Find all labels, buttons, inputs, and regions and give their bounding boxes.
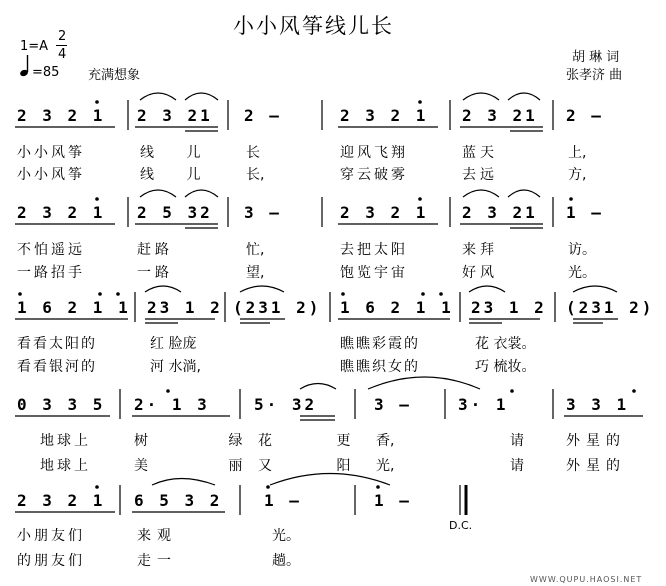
lyric: 长, [246,167,265,183]
lyric: 好风 [462,265,498,281]
measure: 2 – [244,106,282,125]
lyric: 小小风筝 [17,167,85,183]
lyric: 线 儿 [140,167,215,183]
lyric: 赶路 [137,242,173,258]
lyric: 去远 [462,167,498,183]
lyric: 请 [510,433,524,449]
lyric: 外星的 [566,433,626,449]
measure: 2· 1 3 [134,395,210,414]
lyric: 长 [246,145,260,161]
site-watermark: WWW.QUPU.HAOSI.NET [530,575,643,584]
lyric: 地球上 [40,433,91,449]
lyric: 望, [246,265,265,281]
song-title: 小小风筝线儿长 [233,14,394,38]
lyric: 穿云破雾 [340,167,408,183]
lyric: 上, [568,145,587,161]
measure: 2 5 32 [137,203,213,222]
measure: 2 3 21 [137,106,213,125]
lyric: 巧 梳妆。 [475,359,536,375]
measure: 23 1 2 [471,298,547,317]
lyric: 一路招手 [17,265,85,281]
lyric: 小小风筝 [17,145,85,161]
lyric: 外星的 [566,458,626,474]
lyric: 香, [376,433,395,449]
measure: 3· 1 [458,395,509,414]
lyric: 看看太阳的 [17,336,97,352]
lyric: 走一 [137,553,177,569]
expression-mark: 充满想象 [88,68,141,83]
lyric: 忙, [246,242,265,258]
lyric: 趟。 [272,553,300,569]
lyric: 又 阳 [258,458,381,474]
lyric: 饱览宇宙 [340,265,408,281]
measure: (231 2) [566,298,655,317]
lyric: 小朋友们 [17,528,85,544]
lyric: 去把太阳 [340,242,408,258]
measure: 23 1 2 [147,298,223,317]
lyric: 线 儿 [140,145,215,161]
measure: (231 2) [233,298,322,317]
measure: 2 – [566,106,604,125]
lyric: 蓝天 [462,145,498,161]
measure: 1 6 2 1 1 [340,298,454,317]
tempo-value: =85 [32,65,60,80]
measure: 2 3 21 [462,106,538,125]
lyric: 光, [376,458,395,474]
lyric: 的朋友们 [17,553,85,569]
lyric: 不怕遥远 [17,242,85,258]
lyric: 来拜 [462,242,498,258]
lyric: 一路 [137,265,173,281]
measure: 2 3 2 1 [17,106,106,125]
time-numerator: 2 [58,29,67,44]
lyric: 光。 [272,528,300,544]
lyric: 美 丽 [134,458,281,474]
lyric: 来观 [137,528,177,544]
lyric: 瞧瞧彩霞的 [340,336,420,352]
measure: 1 6 2 1 1 [17,298,131,317]
measure: 3 – [374,395,412,414]
lyric: 河 水淌, [150,359,201,375]
lyric: 光。 [568,265,596,281]
lyric: 地球上 [40,458,91,474]
measure: 2 3 2 1 [340,106,429,125]
measure: 2 3 2 1 [340,203,429,222]
lyric: 访。 [568,242,596,258]
measure: 2 3 21 [462,203,538,222]
measure: 1 – [566,203,604,222]
measure: 0 3 3 5 [17,395,106,414]
measure: 2 3 2 1 [17,491,106,510]
key-signature: 1=A [20,39,49,54]
lyric: 请 [510,458,524,474]
lyric: 树 绿 [134,433,281,449]
lyric: 迎风飞翔 [340,145,408,161]
measure: 3 3 1 [566,395,630,414]
lyricist-credit: 胡 琳 词 [572,50,620,65]
composer-credit: 张孝济 曲 [566,68,623,83]
da-capo-mark: D.C. [449,519,473,532]
lyric: 花 更 [258,433,381,449]
time-denominator: 4 [58,47,67,62]
lyric: 方, [568,167,587,183]
measure: 2 3 2 1 [17,203,106,222]
measure: 5· 32 [254,395,318,414]
lyric: 看看银河的 [17,359,97,375]
lyric: 红 脸庞 [150,336,197,352]
lyric: 花 衣裳。 [475,336,536,352]
lyric: 瞧瞧织女的 [340,359,420,375]
measure: 1 – [264,491,302,510]
measure: 1 – [374,491,412,510]
measure: 3 – [244,203,282,222]
measure: 6 5 3 2 [134,491,223,510]
